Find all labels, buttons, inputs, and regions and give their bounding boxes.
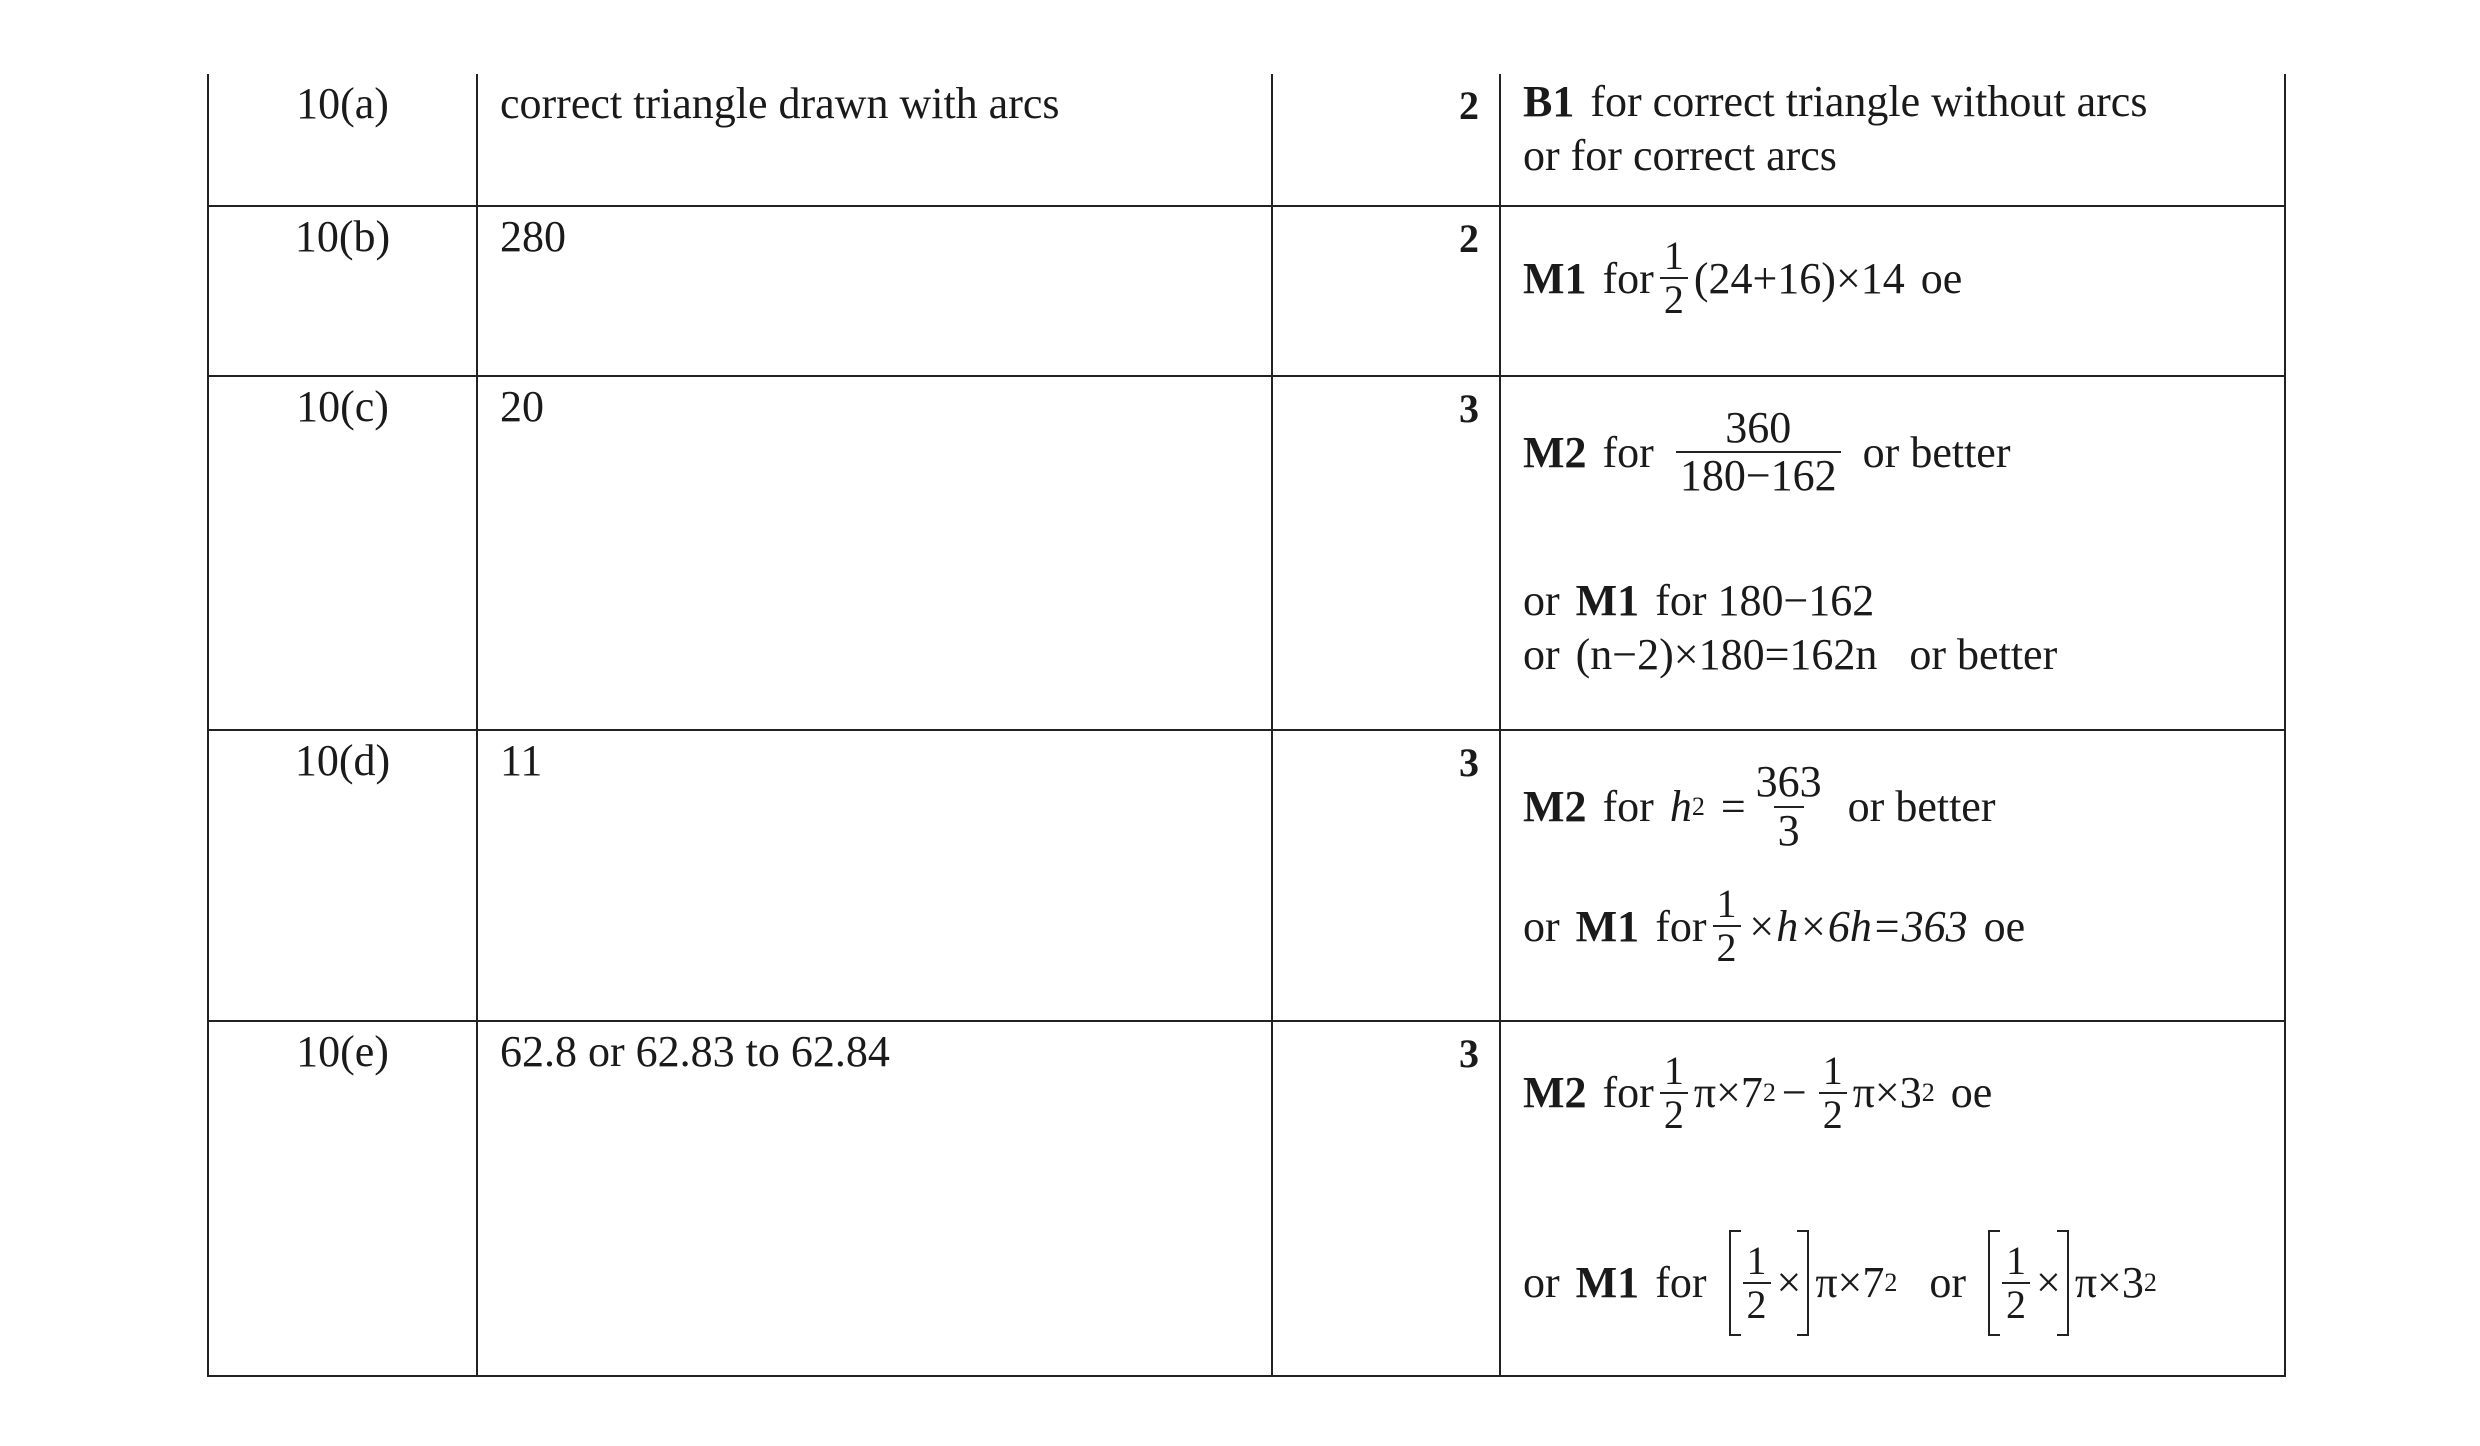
fraction-denominator: 2 <box>1660 277 1688 321</box>
fraction <box>1660 1047 1688 1137</box>
guidance-text: or <box>1523 576 1560 626</box>
guidance-cell <box>1500 206 2285 376</box>
guidance-line <box>1523 629 2057 680</box>
guidance-cell <box>1500 1021 2285 1376</box>
guidance-cell <box>1500 730 2285 1020</box>
bracket-group <box>1988 1230 2069 1336</box>
fraction <box>1743 1237 1771 1327</box>
guidance-text: or <box>1523 1258 1560 1308</box>
guidance-text: or better <box>1847 782 1996 832</box>
guidance-text: oe <box>1983 901 2026 951</box>
question-number: 10(e) <box>208 1021 477 1376</box>
guidance-text: oe <box>1920 253 1963 303</box>
guidance-text: or <box>1523 630 1560 680</box>
guidance-text: for <box>1655 901 1707 951</box>
fraction <box>1752 759 1826 853</box>
guidance-line <box>1523 575 1874 626</box>
mark-code: M1 <box>1575 1258 1640 1308</box>
guidance-text: for 180−162 <box>1655 576 1875 626</box>
mark-code: M2 <box>1523 427 1587 477</box>
guidance-text: or <box>1523 901 1560 951</box>
guidance-line <box>1523 76 2147 127</box>
guidance-text: for <box>1602 1068 1654 1118</box>
marks-cell: 3 <box>1272 730 1500 1020</box>
table-row <box>208 74 2285 206</box>
marks-cell: 3 <box>1272 1021 1500 1376</box>
mark-code: M1 <box>1575 576 1640 626</box>
guidance-cell <box>1500 74 2285 206</box>
guidance-line: or M1 for $\frac{1}{2}$ × π×7 2 or $\frac{1}{2}$ × π×3 2 <box>1523 1230 2157 1336</box>
guidance-text: or better <box>1862 427 2011 477</box>
times-sign: × <box>2036 1258 2061 1308</box>
question-number: 10(d) <box>208 730 477 1020</box>
table-row <box>208 206 2285 376</box>
mark-code: M2 <box>1523 782 1587 832</box>
guidance-line <box>1523 130 1837 181</box>
question-number: 10(b) <box>208 206 477 376</box>
guidance-text: or for correct arcs <box>1523 131 1837 180</box>
guidance-text: or <box>1929 1258 1967 1308</box>
mark-code: M1 <box>1523 253 1587 303</box>
math-expression: (n−2)×180=162n <box>1575 630 1878 680</box>
marks-cell: 2 <box>1272 206 1500 376</box>
bracket-group <box>1729 1230 1810 1336</box>
fraction <box>1819 1047 1847 1137</box>
guidance-text: for <box>1602 427 1654 477</box>
guidance-text: for correct triangle without arcs <box>1590 77 2148 126</box>
mark-code: M2 <box>1523 1068 1587 1118</box>
fraction-denominator: 2 <box>2002 1282 2030 1326</box>
times-sign: × <box>1776 1258 1802 1308</box>
math-expression: π×3 <box>1852 1068 1922 1118</box>
fraction-denominator: 2 <box>1660 1092 1688 1136</box>
guidance-line: M2 for $\frac{1}{2}$ π×7 2 − $\frac{1}{2}$ π×3 2 oe <box>1523 1047 1993 1137</box>
fraction-denominator: 180−162 <box>1676 451 1841 499</box>
answer-cell: 280 <box>477 206 1272 376</box>
math-expression: π×7 <box>1815 1258 1885 1308</box>
minus-sign: − <box>1781 1068 1807 1118</box>
fraction-numerator: 360 <box>1725 403 1792 453</box>
fraction-denominator: 2 <box>1743 1282 1771 1326</box>
guidance-line <box>1523 883 2025 969</box>
math-expression: π×7 <box>1693 1068 1763 1118</box>
marks-cell: 3 <box>1272 376 1500 730</box>
guidance-text: or better <box>1909 630 2058 680</box>
guidance-text: for <box>1602 782 1654 832</box>
fraction-denominator: 3 <box>1774 806 1804 854</box>
mark-scheme-table <box>207 74 2286 1377</box>
math-expression: π×3 <box>2074 1258 2144 1308</box>
answer-cell: correct triangle drawn with arcs <box>477 74 1272 206</box>
table-row <box>208 376 2285 730</box>
guidance-text: for <box>1602 253 1654 303</box>
guidance-line <box>1523 235 1962 321</box>
mark-code: B1 <box>1523 77 1575 126</box>
equals-sign: = <box>1720 782 1746 832</box>
fraction-numerator: 1 <box>1716 881 1737 927</box>
fraction <box>1660 235 1688 321</box>
fraction-denominator: 2 <box>1819 1092 1847 1136</box>
guidance-line <box>1523 405 2010 499</box>
answer-cell: 62.8 or 62.83 to 62.84 <box>477 1021 1272 1376</box>
fraction-numerator: 1 <box>1822 1047 1843 1093</box>
question-number: 10(c) <box>208 376 477 730</box>
math-variable: h <box>1669 782 1692 832</box>
fraction-numerator: 1 <box>1663 233 1684 279</box>
fraction-denominator: 2 <box>1713 925 1741 969</box>
fraction <box>1713 883 1741 969</box>
fraction <box>2002 1237 2030 1327</box>
guidance-line: M2 for h 2 = $\frac{363}{3}$ or better <box>1523 757 1996 855</box>
fraction-numerator: 363 <box>1755 757 1822 807</box>
fraction-numerator: 1 <box>2006 1237 2027 1283</box>
marks-cell: 2 <box>1272 74 1500 206</box>
math-expression: (24+16)×14 <box>1693 253 1905 303</box>
fraction <box>1676 405 1841 499</box>
answer-cell: 20 <box>477 376 1272 730</box>
guidance-cell <box>1500 376 2285 730</box>
fraction-numerator: 1 <box>1746 1237 1767 1283</box>
answer-cell: 11 <box>477 730 1272 1020</box>
guidance-text: for <box>1655 1258 1707 1308</box>
mark-code: M1 <box>1575 901 1640 951</box>
math-expression: ×h×6h=363 <box>1746 901 1968 951</box>
guidance-text: oe <box>1950 1068 1993 1118</box>
fraction-numerator: 1 <box>1663 1047 1684 1093</box>
table-row <box>208 1021 2285 1376</box>
question-number: 10(a) <box>208 74 477 206</box>
table-row <box>208 730 2285 1020</box>
